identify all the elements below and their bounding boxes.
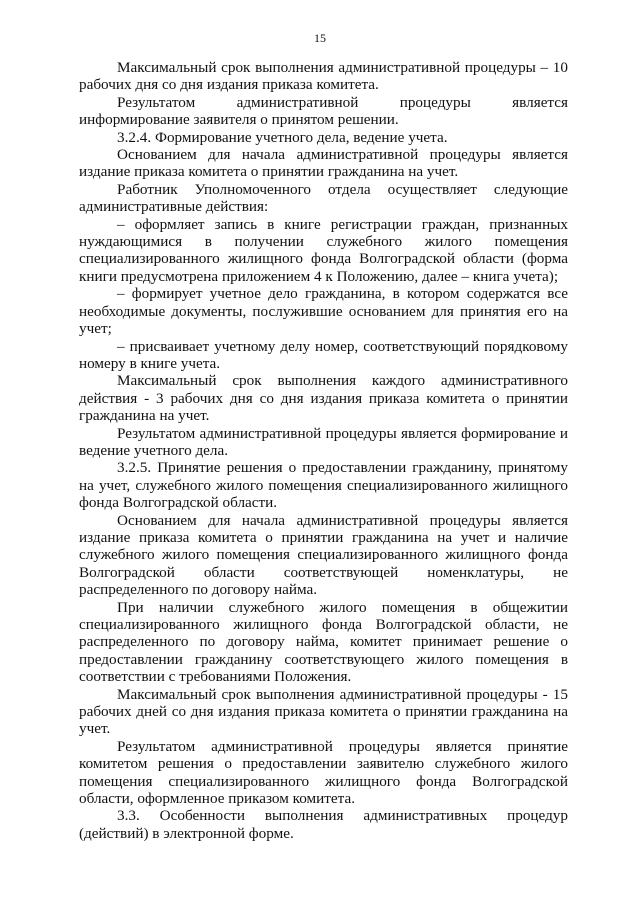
paragraph: Результатом административной процедуры является принятие комитетом решения о предоставлении заявителю служебного жилого помещения специализированного жилищного фонда Волгоградской области, оформленное приказом комитета. xyxy=(79,737,568,808)
paragraph: При наличии служебного жилого помещения в общежитии специализированного жилищного фонда Волгоградской области, не распределенного по договору найма, комитет принимает решение о предоставлении гражданину соответствующего жилого помещения в соответствии с требованиями Положения. xyxy=(79,598,568,686)
paragraph: Основанием для начала административной процедуры является издание приказа комитета о принятии гражданина на учет и наличие служебного жилого помещения специализированного жилищного фонда Волгоградской области соответствующей номенклатуры, не распределенного по договору найма. xyxy=(79,511,568,599)
list-item: – присваивает учетному делу номер, соответствующий порядковому номеру в книге учета. xyxy=(79,337,568,372)
paragraph: Максимальный срок выполнения административной процедуры – 10 рабочих дня со дня издания приказа комитета. xyxy=(79,59,568,94)
paragraph: Основанием для начала административной процедуры является издание приказа комитета о принятии гражданина на учет. xyxy=(79,146,568,181)
section-heading-3-2-4: 3.2.4. Формирование учетного дела, ведение учета. xyxy=(117,128,448,146)
paragraph: Работник Уполномоченного отдела осуществляет следующие административные действия: xyxy=(79,180,568,216)
paragraph: Максимальный срок выполнения каждого административного действия - 3 рабочих дня со дня издания приказа комитета о принятии гражданина на учет. xyxy=(79,372,568,425)
list-item: – формирует учетное дело гражданина, в котором содержатся все необходимые документы, послужившие основанием для принятия его на учет; xyxy=(79,285,568,338)
paragraph: Результатом административной процедуры является информирование заявителя о принятом решении. xyxy=(79,93,568,129)
document-body xyxy=(79,59,568,842)
page-number: 15 xyxy=(314,31,326,45)
list-item: – оформляет запись в книге регистрации граждан, признанных нуждающимися в получении служебного жилого помещения специализированного жилищного фонда Волгоградской области (форма книги предусмотрена приложением 4 к Положению, далее – книга учета); xyxy=(79,215,568,285)
section-heading-3-3: 3.3. Особенности выполнения административных процедур (действий) в электронной форме. xyxy=(79,807,568,842)
paragraph: Максимальный срок выполнения административной процедуры - 15 рабочих дней со дня издания приказа комитета о принятии гражданина на учет. xyxy=(79,685,568,738)
paragraph: Результатом административной процедуры является формирование и ведение учетного дела. xyxy=(79,424,568,459)
section-heading-3-2-5: 3.2.5. Принятие решения о предоставлении гражданину, принятому на учет, служебного жилого помещения специализированного жилищного фонда Волгоградской области. xyxy=(79,459,568,512)
